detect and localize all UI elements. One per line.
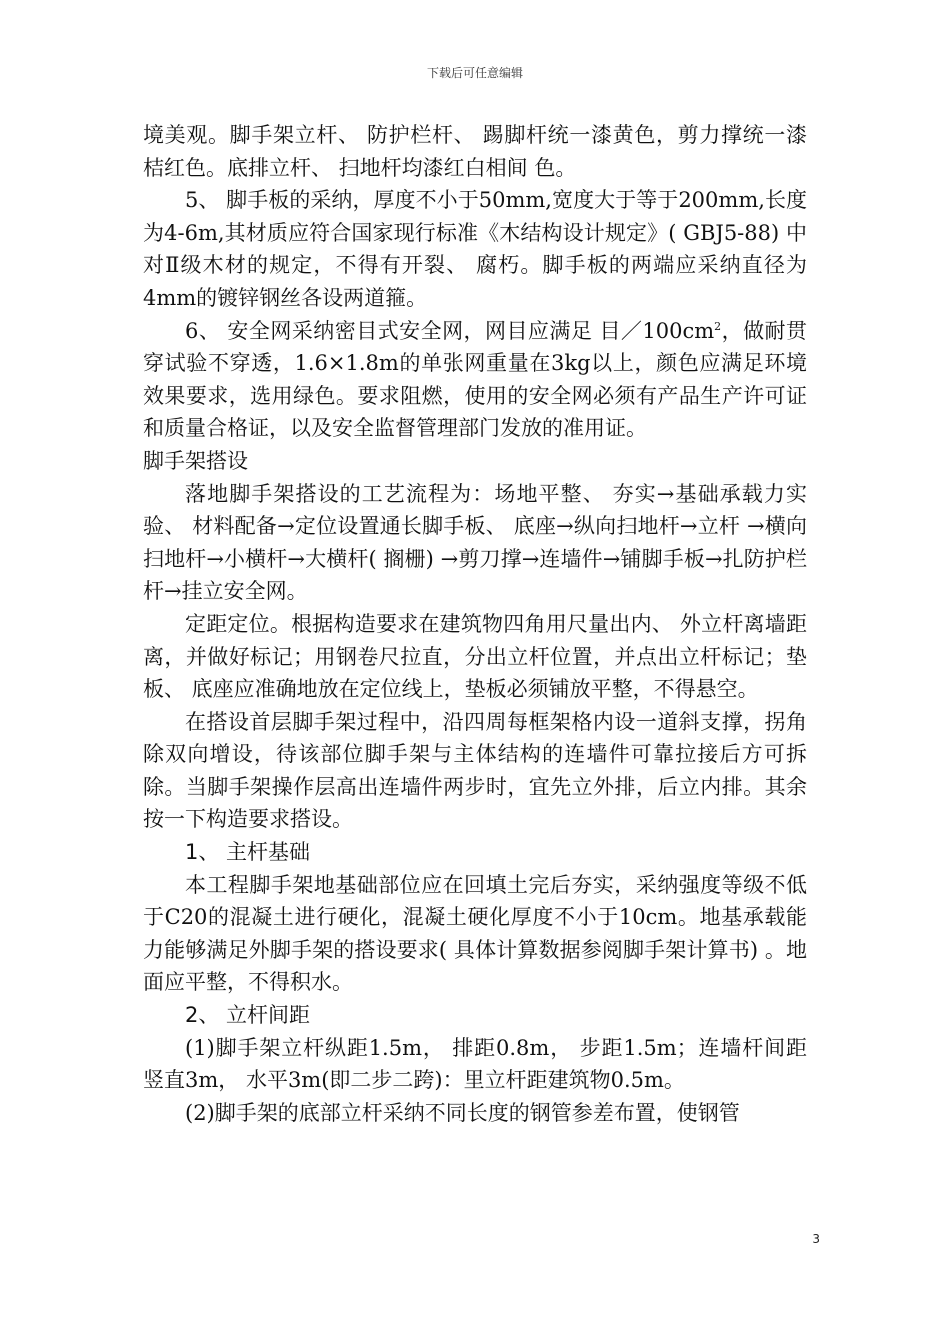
page-number: 3 [812,1232,820,1246]
section-title: 脚手架搭设 [143,448,248,473]
paragraph-spacing-2: (2)脚手架的底部立杆采纳不同长度的钢管参差布置，使钢管 [185,1100,740,1125]
subheading-spacing: 2、 立杆间距 [185,1003,311,1028]
safety-net-text-start: 6、 安全网采纳密目式安全网，网目应满足 目／100cm [185,318,715,343]
paragraph-foundation: 本工程脚手架地基础部位应在回填土完后夯实，采纳强度等级不低于C20的混凝土进行硬化，混凝土硬化厚度不小于10cm。地基承载能力能够满足外脚手架的搭设要求( 具体计算数据参阅脚手架计算书) 。地面应平整，不得积水。 [143,872,807,995]
paragraph-safety-net [143,315,807,445]
paragraph-first-floor: 在搭设首层脚手架过程中，沿四周每框架格内设一道斜支撑，拐角除双向增设，待该部位脚手架与主体结构的连墙件可靠拉接后方可拆除。当脚手架操作层高出连墙件两步时，宜先立外排，后立内排。其余按一下构造要求搭设。 [143,709,807,832]
document-body [143,119,807,1129]
paragraph-spacing-1: (1)脚手架立杆纵距1.5m， 排距0.8m， 步距1.5m；连墙杆间距竖直3m， 水平3m(即二步二跨)：里立杆距建筑物0.5m。 [143,1035,807,1093]
unit-superscript: 2 [714,319,722,333]
page-header: 下载后可任意编辑 [426,66,523,80]
safety-net-text-end: ，做耐贯穿试验不穿透，1.6×1.8m的单张网重量在3kg以上，颜色应满足环境效果要求，选用绿色。要求阻燃，使用的安全网必须有产品生产许可证和质量合格证，以及安全监督管理部门发放的准用证。 [143,318,808,441]
paragraph-scaffold-board: 5、 脚手板的采纳，厚度不小于50mm,宽度大于等于200mm,长度为4-6m,其材质应符合国家现行标准《木结构设计规定》( GBJ5-88) 中对Ⅱ级木材的规定，不得有开裂、 腐朽。脚手板的两端应采纳直径为4mm的镀锌钢丝各设两道箍。 [143,188,807,310]
paragraph-positioning: 定距定位。根据构造要求在建筑物四角用尺量出内、 外立杆离墙距离，并做好标记；用钢卷尺拉直，分出立杆位置，并点出立杆标记；垫板、 底座应准确地放在定位线上，垫板必须铺放平整，不得悬空。 [143,611,807,702]
subheading-foundation: 1、 主杆基础 [185,840,311,865]
paragraph-process-flow: 落地脚手架搭设的工艺流程为：场地平整、 夯实→基础承载力实验、 材料配备→定位设置通长脚手板、 底座→纵向扫地杆→立杆 →横向扫地杆→小横杆→大横杆( 搁栅) →剪刀撑→连墙件→铺脚手板→扎防护栏杆→挂立安全网。 [143,481,807,604]
paragraph-color-scheme: 境美观。脚手架立杆、 防护栏杆、 踢脚杆统一漆黄色，剪力撑统一漆桔红色。底排立杆、 扫地杆均漆红白相间 色。 [143,123,807,180]
